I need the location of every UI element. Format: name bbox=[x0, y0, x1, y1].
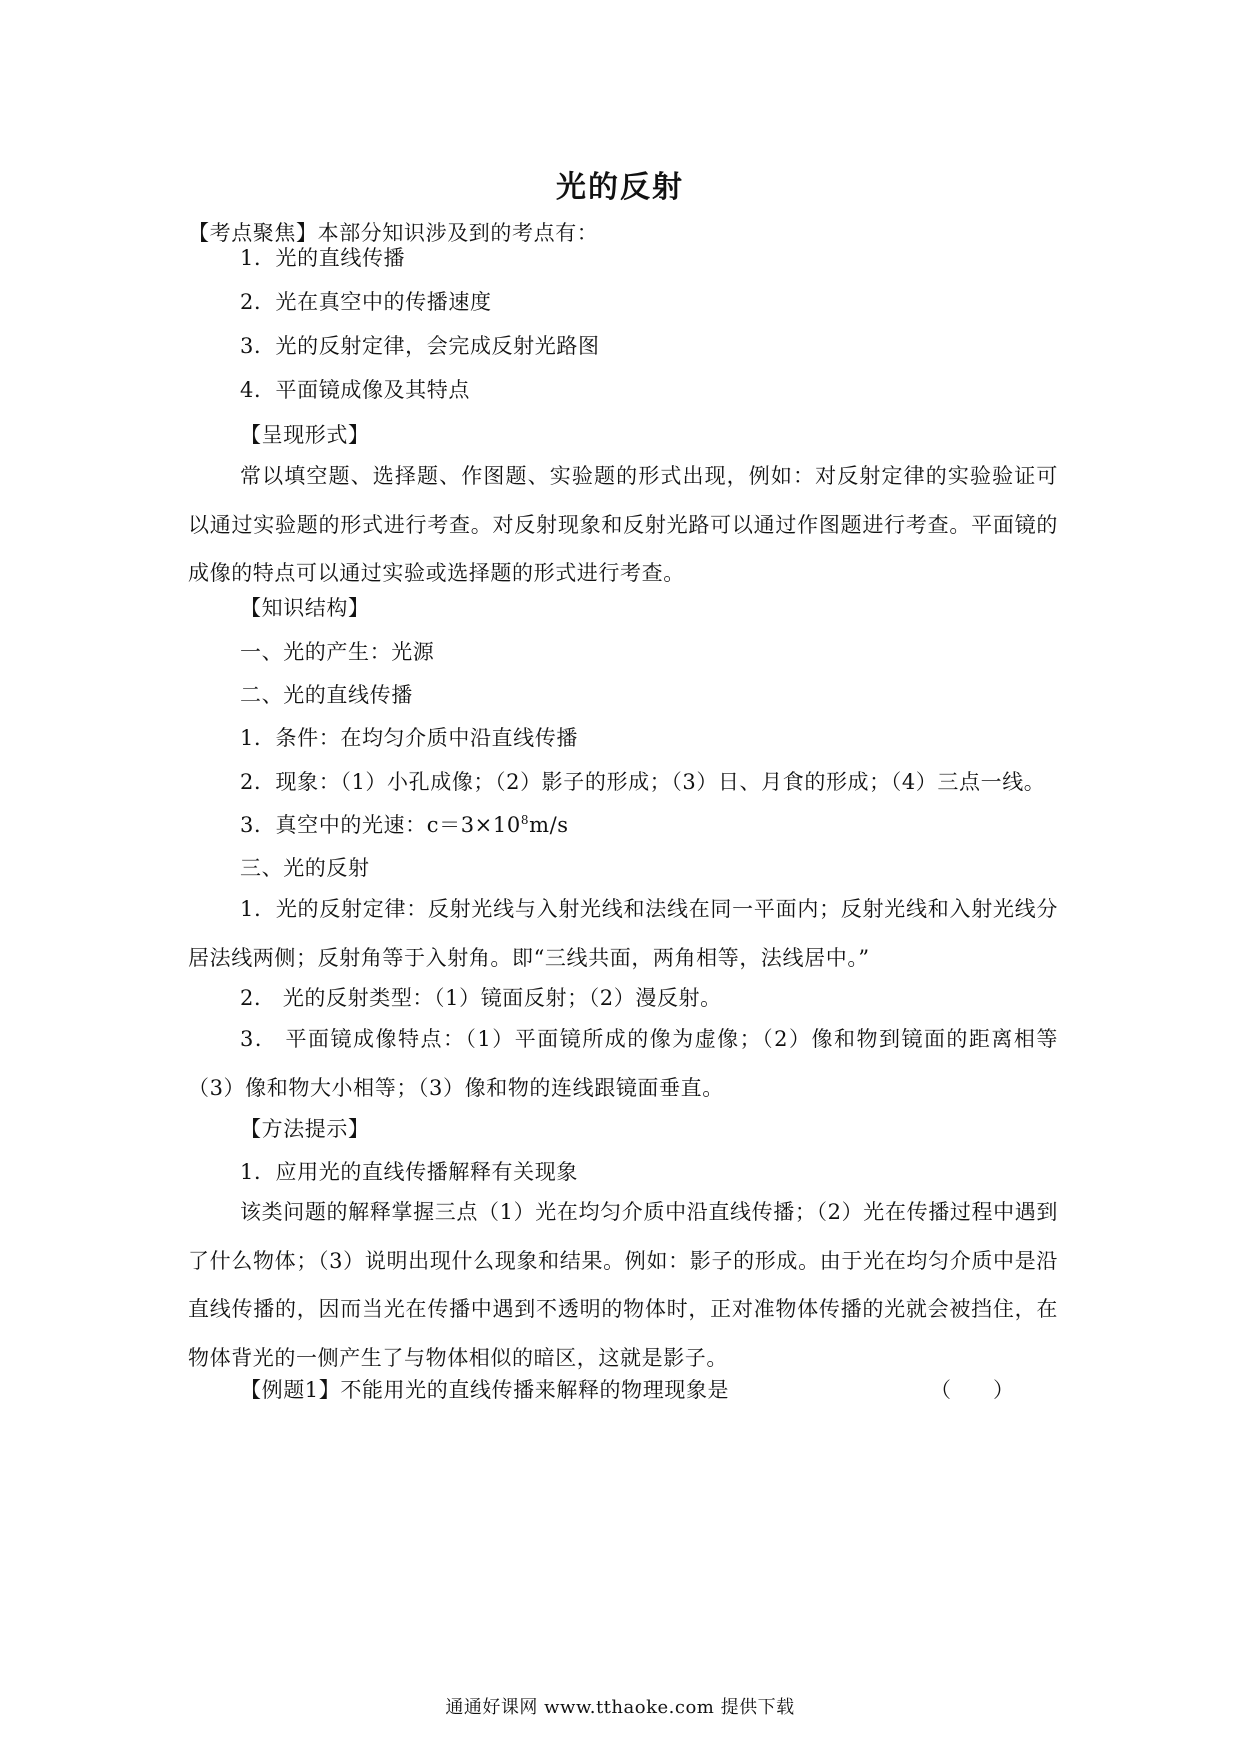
reflection-law: 1．光的反射定律：反射光线与入射光线和法线在同一平面内；反射光线和入射光线分居法线两侧；反射角等于入射角。即“三线共面，两角相等，法线居中。” bbox=[188, 897, 1058, 970]
focus-heading: 【考点聚焦】本部分知识涉及到的考点有： bbox=[188, 221, 599, 245]
structure-part2-item-1: 1．条件：在均匀介质中沿直线传播 bbox=[240, 726, 578, 750]
method-paragraph: 该类问题的解释掌握三点（1）光在均匀介质中沿直线传播；（2）光在传播过程中遇到了什么物体；（3）说明出现什么现象和结果。例如：影子的形成。由于光在均匀介质中是沿直线传播的，因而当光在传播中遇到不透明的物体时，正对准物体传播的光就会被挡住，在物体背光的一侧产生了与物体相似的暗区，这就是影子。 bbox=[188, 1200, 1058, 1370]
focus-item-3: 3．光的反射定律，会完成反射光路图 bbox=[240, 334, 600, 358]
light-speed-unit: m/s bbox=[529, 813, 569, 837]
structure-part2: 二、光的直线传播 bbox=[240, 683, 413, 707]
form-paragraph: 常以填空题、选择题、作图题、实验题的形式出现，例如：对反射定律的实验验证可以通过实验题的形式进行考查。对反射现象和反射光路可以通过作图题进行考查。平面镜的成像的特点可以通过实验或选择题的形式进行考查。 bbox=[188, 464, 1058, 585]
form-heading: 【呈现形式】 bbox=[240, 423, 370, 447]
light-speed-prefix: 3．真空中的光速：c＝3×10 bbox=[240, 813, 521, 837]
method-item-1: 1．应用光的直线传播解释有关现象 bbox=[240, 1160, 578, 1184]
focus-item-2: 2．光在真空中的传播速度 bbox=[240, 290, 492, 314]
footer: 通通好课网 www.tthaoke.com 提供下载 bbox=[445, 1697, 795, 1718]
mirror-features: 3． 平面镜成像特点：（1）平面镜所成的像为虚像；（2）像和物到镜面的距离相等（3）像和物大小相等；（3）像和物的连线跟镜面垂直。 bbox=[188, 1027, 1058, 1100]
focus-item-1: 1．光的直线传播 bbox=[240, 246, 406, 270]
structure-heading: 【知识结构】 bbox=[240, 596, 370, 620]
example-1-question: 【例题1】不能用光的直线传播来解释的物理现象是 bbox=[240, 1378, 730, 1402]
light-speed-exponent: 8 bbox=[520, 813, 530, 827]
method-heading: 【方法提示】 bbox=[240, 1117, 370, 1141]
structure-part3: 三、光的反射 bbox=[240, 856, 370, 880]
reflection-types: 2． 光的反射类型：（1）镜面反射；（2）漫反射。 bbox=[240, 986, 722, 1010]
focus-item-4: 4．平面镜成像及其特点 bbox=[240, 378, 470, 402]
structure-part1: 一、光的产生：光源 bbox=[240, 640, 435, 664]
light-speed-line bbox=[240, 810, 1110, 840]
structure-part2-item-2: 2．现象：（1）小孔成像；（2）影子的形成；（3）日、月食的形成；（4）三点一线。 bbox=[240, 770, 1046, 794]
page-title: 光的反射 bbox=[556, 170, 684, 205]
example-1-answer-bracket: （ ） bbox=[930, 1378, 1014, 1402]
